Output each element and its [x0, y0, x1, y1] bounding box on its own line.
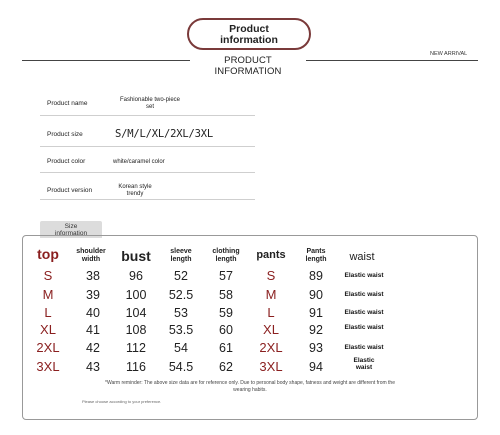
product-name-label: Product name: [47, 100, 88, 107]
sleeve-cell: 52: [174, 269, 188, 283]
sleeve-length-header: sleeve length: [170, 248, 192, 263]
bust-cell: 108: [125, 323, 147, 337]
bust-cell: 96: [129, 269, 143, 283]
waist-cell: Elastic waist: [344, 291, 384, 298]
waist-cell: Elastic waist: [344, 344, 384, 351]
sleeve-cell: 54: [174, 341, 188, 355]
waist-cell: Elastic waist: [344, 272, 384, 279]
clothing-cell: 60: [219, 323, 233, 337]
info-divider: [40, 199, 255, 200]
product-version-value: Korean style trendy: [118, 184, 152, 197]
pants-length-cell: 92: [309, 323, 323, 337]
shoulder-width-header: shoulder width: [76, 248, 106, 263]
size-information-tab: Size information: [40, 221, 102, 238]
bust-cell: 104: [125, 306, 147, 320]
waist-cell: Elastic waist: [353, 357, 375, 371]
sleeve-cell: 53: [174, 306, 188, 320]
header-rule-left: [22, 60, 190, 61]
pants-size-cell: M: [265, 287, 277, 302]
clothing-cell: 61: [219, 341, 233, 355]
pants-length-header: Pants length: [305, 248, 327, 263]
section-title: PRODUCT INFORMATION: [214, 55, 282, 77]
shoulder-cell: 38: [86, 269, 100, 283]
info-divider: [40, 172, 255, 173]
warm-reminder-note: *Warm reminder: The above size data are for reference only. Due to personal body shape, fatness and weight are different from the wearing habits.: [105, 380, 395, 393]
top-size-cell: S: [43, 268, 53, 283]
pants-size-cell: L: [267, 305, 275, 320]
clothing-cell: 62: [219, 360, 233, 374]
sleeve-cell: 54.5: [168, 360, 194, 374]
top-size-cell: XL: [40, 322, 56, 337]
waist-cell: Elastic waist: [344, 324, 384, 331]
waist-cell: Elastic waist: [344, 309, 384, 316]
info-divider: [40, 146, 255, 147]
pants-size-cell: XL: [263, 322, 279, 337]
top-size-cell: L: [44, 305, 52, 320]
info-divider: [40, 115, 255, 116]
clothing-length-header: clothing length: [212, 248, 240, 263]
top-header: top: [37, 246, 59, 262]
product-size-value: S/M/L/XL/2XL/3XL: [115, 128, 213, 140]
header-rule-right: [306, 60, 478, 61]
product-color-label: Product color: [47, 158, 86, 165]
pants-length-cell: 90: [309, 288, 323, 302]
shoulder-cell: 43: [86, 360, 100, 374]
top-size-cell: 3XL: [36, 359, 60, 374]
product-information-badge: [187, 18, 311, 50]
bust-cell: 100: [125, 288, 147, 302]
badge-line-1: Product: [229, 23, 269, 35]
clothing-cell: 58: [219, 288, 233, 302]
product-color-value: white/caramel color: [113, 159, 165, 165]
pants-size-cell: S: [266, 268, 276, 283]
pants-length-cell: 94: [309, 360, 323, 374]
preference-note: Please choose according to your preference.: [82, 399, 162, 404]
sleeve-cell: 52.5: [168, 288, 194, 302]
product-size-label: Product size: [47, 131, 83, 138]
shoulder-cell: 39: [86, 288, 100, 302]
shoulder-cell: 41: [86, 323, 100, 337]
product-version-label: Product version: [47, 187, 93, 194]
clothing-cell: 59: [219, 306, 233, 320]
pants-length-cell: 89: [309, 269, 323, 283]
pants-length-cell: 93: [309, 341, 323, 355]
pants-length-cell: 91: [309, 306, 323, 320]
top-size-cell: 2XL: [36, 340, 60, 355]
pants-size-cell: 2XL: [259, 340, 283, 355]
badge-line-2: information: [220, 34, 278, 46]
pants-header: pants: [256, 249, 286, 261]
top-size-cell: M: [42, 287, 54, 302]
bust-cell: 116: [126, 360, 146, 374]
bust-cell: 112: [126, 341, 146, 355]
bust-header: bust: [121, 248, 151, 264]
pants-size-cell: 3XL: [259, 359, 283, 374]
new-arrival-label: NEW ARRIVAL: [430, 51, 468, 57]
shoulder-cell: 42: [86, 341, 100, 355]
waist-header: waist: [349, 251, 375, 263]
sleeve-cell: 53.5: [168, 323, 194, 337]
product-name-value: Fashionable two-piece set: [119, 97, 181, 110]
shoulder-cell: 40: [86, 306, 100, 320]
clothing-cell: 57: [219, 269, 233, 283]
